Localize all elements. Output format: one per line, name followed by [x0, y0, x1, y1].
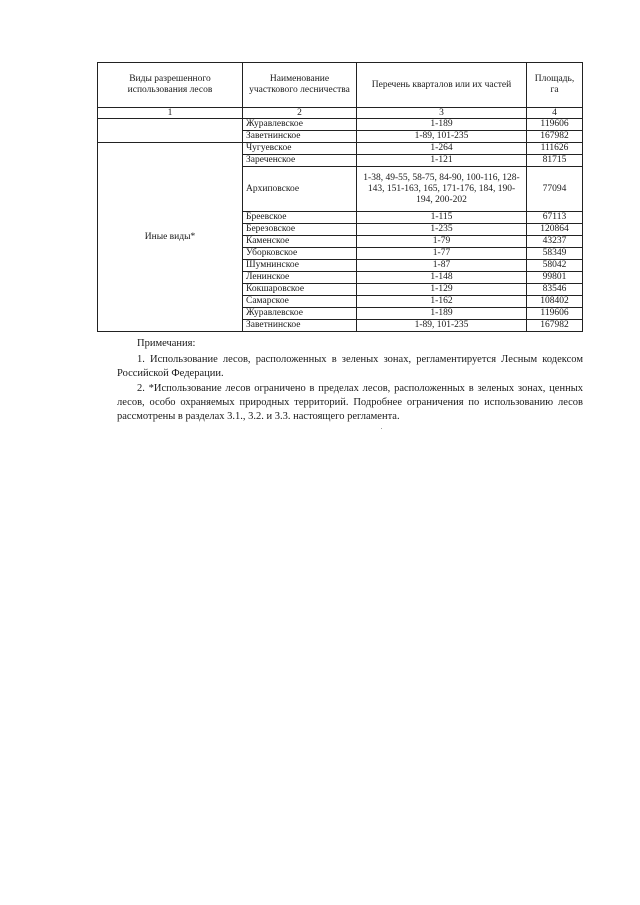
forestry-name: Шумнинское — [243, 260, 357, 272]
header-quarters: Перечень кварталов или их частей — [357, 63, 527, 108]
quarters: 1-148 — [357, 272, 527, 284]
use-kind-cell: Иные виды* — [98, 143, 243, 332]
area: 67113 — [527, 212, 583, 224]
column-number: 1 — [98, 108, 243, 119]
header-use-kind: Виды разрешенного использования лесов — [98, 63, 243, 108]
column-number: 2 — [243, 108, 357, 119]
forestry-name: Журавлевское — [243, 308, 357, 320]
quarters: 1-162 — [357, 296, 527, 308]
forestry-name: Самарское — [243, 296, 357, 308]
forestry-name: Уборковское — [243, 248, 357, 260]
quarters: 1-38, 49-55, 58-75, 84-90, 100-116, 128-143, 151-163, 165, 171-176, 184, 190-194, 200-202 — [357, 167, 527, 212]
notes-section — [117, 337, 583, 425]
forestry-name: Ленинское — [243, 272, 357, 284]
quarters: 1-235 — [357, 224, 527, 236]
forest-use-table — [97, 62, 583, 332]
area: 119606 — [527, 119, 583, 131]
forestry-name: Зареченское — [243, 155, 357, 167]
area: 81715 — [527, 155, 583, 167]
column-numbers-row — [98, 108, 583, 119]
note-item: 1. Использование лесов, расположенных в зеленых зонах, регламентируется Лесным кодексом Российской Федерации. — [117, 354, 583, 379]
use-kind-cell-empty — [98, 119, 243, 143]
area: 120864 — [527, 224, 583, 236]
area: 43237 — [527, 236, 583, 248]
forestry-name: Журавлевское — [243, 119, 357, 131]
forestry-name: Кокшаровское — [243, 284, 357, 296]
quarters: 1-189 — [357, 308, 527, 320]
quarters: 1-87 — [357, 260, 527, 272]
forestry-name: Заветнинское — [243, 131, 357, 143]
area: 99801 — [527, 272, 583, 284]
area: 108402 — [527, 296, 583, 308]
notes-title: Примечания: — [137, 338, 196, 349]
scan-speck — [381, 428, 382, 429]
area: 167982 — [527, 320, 583, 332]
area: 77094 — [527, 167, 583, 212]
forestry-name: Архиповское — [243, 167, 357, 212]
table-row — [98, 143, 583, 155]
forestry-name: Заветнинское — [243, 320, 357, 332]
quarters: 1-77 — [357, 248, 527, 260]
forestry-name: Каменское — [243, 236, 357, 248]
forestry-name: Бреевское — [243, 212, 357, 224]
area: 83546 — [527, 284, 583, 296]
area: 58349 — [527, 248, 583, 260]
forestry-name: Березовское — [243, 224, 357, 236]
forestry-name: Чугуевское — [243, 143, 357, 155]
area: 167982 — [527, 131, 583, 143]
table-row — [98, 119, 583, 131]
area: 119606 — [527, 308, 583, 320]
quarters: 1-89, 101-235 — [357, 131, 527, 143]
header-area: Площадь, га — [527, 63, 583, 108]
column-number: 4 — [527, 108, 583, 119]
quarters: 1-189 — [357, 119, 527, 131]
area: 111626 — [527, 143, 583, 155]
quarters: 1-264 — [357, 143, 527, 155]
column-number: 3 — [357, 108, 527, 119]
note-item: 2. *Использование лесов ограничено в пределах лесов, расположенных в зеленых зонах, ценных лесов, особо охраняемых природных территорий. Подробнее ограничения по использованию лесов рассмотрены в разделах 3.1., 3.2. и 3.3. настоящего регламента. — [117, 383, 583, 422]
table-header-row — [98, 63, 583, 108]
quarters: 1-89, 101-235 — [357, 320, 527, 332]
header-forestry-name: Наименование участкового лесничества — [243, 63, 357, 108]
quarters: 1-79 — [357, 236, 527, 248]
quarters: 1-129 — [357, 284, 527, 296]
area: 58042 — [527, 260, 583, 272]
quarters: 1-121 — [357, 155, 527, 167]
quarters: 1-115 — [357, 212, 527, 224]
